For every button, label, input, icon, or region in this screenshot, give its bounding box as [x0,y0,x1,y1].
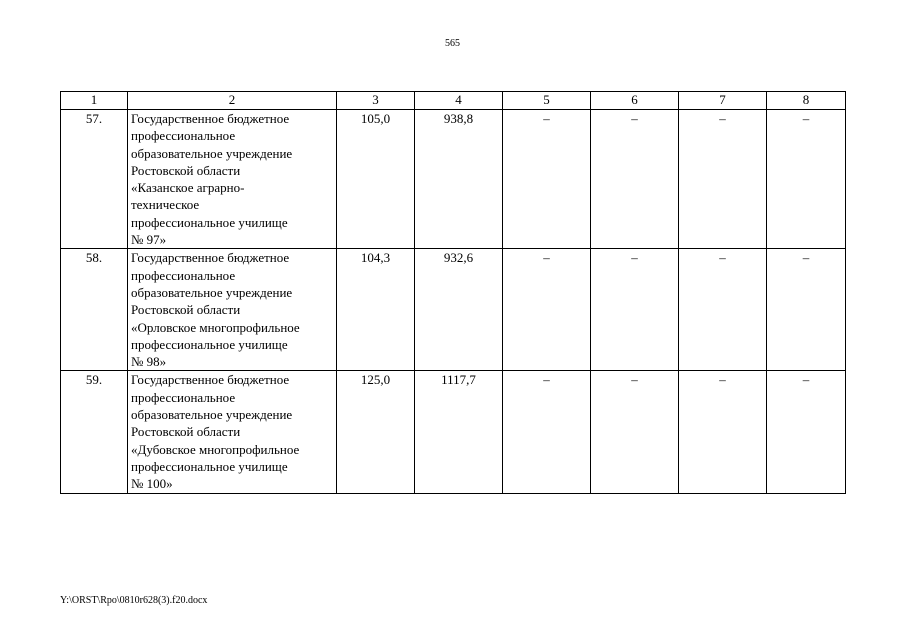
name-line: Ростовской области [131,302,241,318]
cell-col3: 125,0 [337,371,415,493]
cell-col4: 1117,7 [415,371,503,493]
budget-table [60,91,846,494]
name-line: № 98» [131,354,167,370]
table-row [61,371,846,493]
column-header: 2 [128,92,337,110]
table-row [61,249,846,371]
row-number: 58. [61,249,128,371]
name-line: техническое [131,197,200,213]
cell-col4: 932,6 [415,249,503,371]
name-line: «Дубовское многопрофильное [131,441,300,457]
name-line: образовательное учреждение [131,145,293,161]
name-line: Ростовской области [131,424,241,440]
cell-col8: – [767,110,846,249]
name-line: «Орловское многопрофильное [131,319,300,335]
column-header: 5 [503,92,591,110]
institution-name [128,371,337,493]
cell-col5: – [503,371,591,493]
cell-col3: 104,3 [337,249,415,371]
name-line: образовательное учреждение [131,284,293,300]
row-number: 57. [61,110,128,249]
name-line: профессиональное [131,128,236,144]
cell-col8: – [767,249,846,371]
institution-name [128,249,337,371]
name-line: № 97» [131,232,167,248]
name-line: Государственное бюджетное [131,111,290,126]
column-header: 6 [591,92,679,110]
cell-col6: – [591,249,679,371]
column-header: 4 [415,92,503,110]
name-line: профессиональное училище [131,458,288,474]
cell-col8: – [767,371,846,493]
name-line: профессиональное училище [131,214,288,230]
cell-col3: 105,0 [337,110,415,249]
name-line: профессиональное [131,389,236,405]
name-line: Государственное бюджетное [131,250,290,266]
cell-col5: – [503,249,591,371]
cell-col6: – [591,110,679,249]
name-line: № 100» [131,476,173,492]
column-header: 7 [679,92,767,110]
name-line: профессиональное училище [131,336,288,352]
cell-col5: – [503,110,591,249]
name-line: Ростовской области [131,162,241,178]
table-row [61,110,846,249]
institution-name [128,110,337,249]
cell-col6: – [591,371,679,493]
column-header: 8 [767,92,846,110]
column-header: 1 [61,92,128,110]
cell-col7: – [679,110,767,249]
page-number: 565 [445,38,460,49]
name-line: «Казанское аграрно- [131,180,245,196]
name-line: профессиональное [131,267,236,283]
cell-col4: 938,8 [415,110,503,249]
cell-col7: – [679,249,767,371]
name-line: образовательное учреждение [131,407,293,423]
name-line: Государственное бюджетное [131,372,290,388]
cell-col7: – [679,371,767,493]
header-row [61,92,846,110]
footer-file-path: Y:\ORST\Rpo\0810r628(3).f20.docx [60,595,208,606]
column-header: 3 [337,92,415,110]
row-number: 59. [61,371,128,493]
